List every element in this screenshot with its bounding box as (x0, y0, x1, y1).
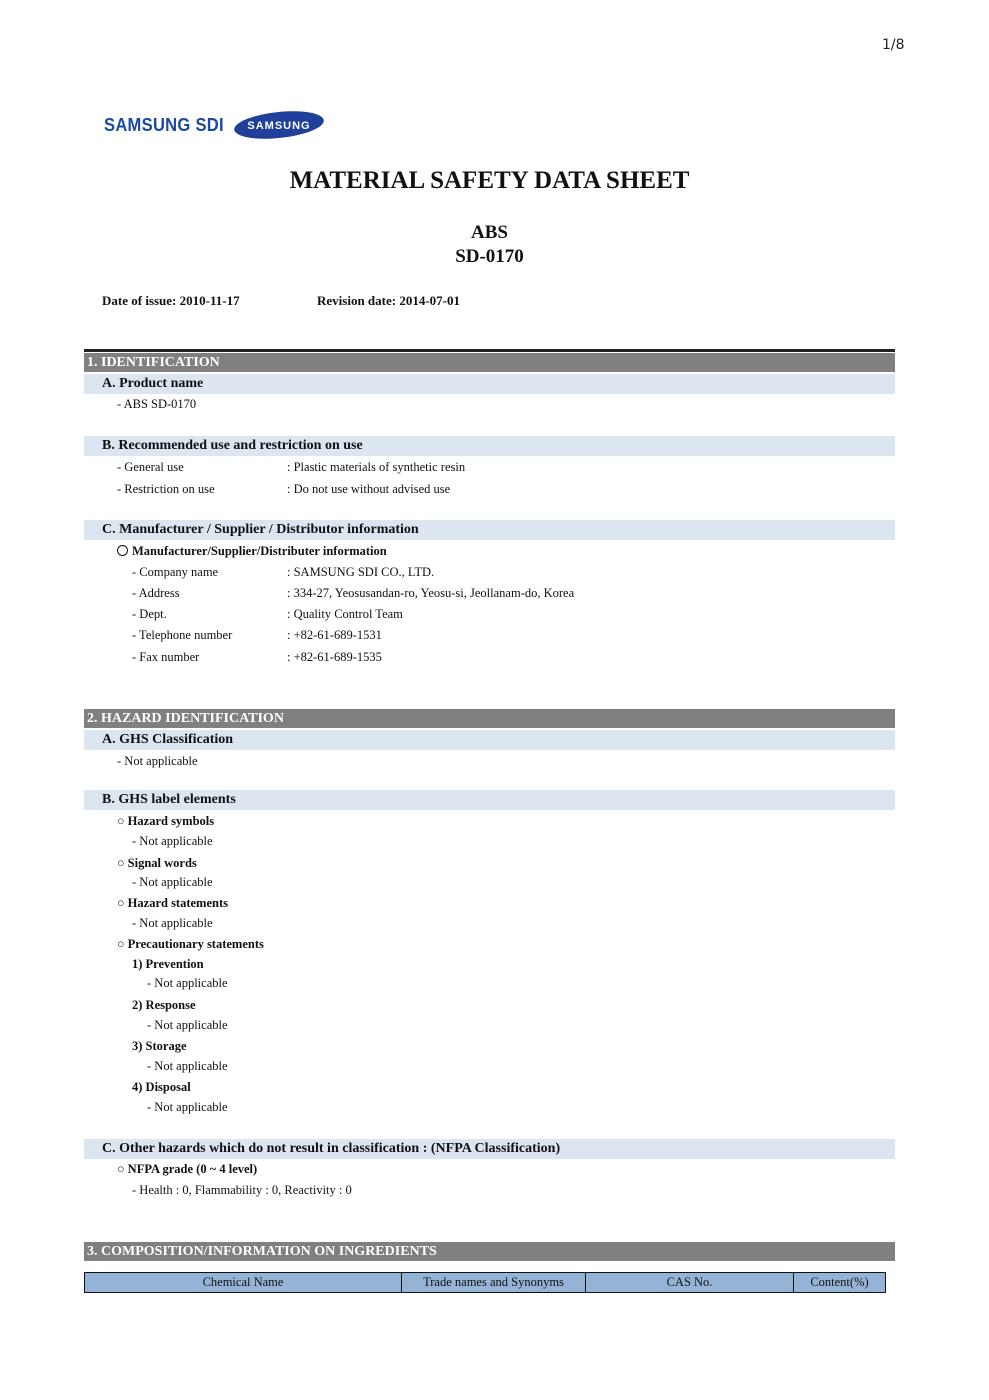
fax-label: - Fax number (132, 650, 200, 664)
nfpa-value: - Health : 0, Flammability : 0, Reactivity : 0 (132, 1183, 352, 1197)
product-code: SD-0170 (455, 246, 524, 267)
disposal-value: - Not applicable (147, 1100, 228, 1114)
prevention-heading: 1) Prevention (132, 957, 204, 971)
revision-date: Revision date: 2014-07-01 (317, 293, 460, 308)
date-of-issue: Date of issue: 2010-11-17 (102, 293, 240, 308)
section-2a-header: A. GHS Classification (84, 730, 895, 750)
address-value: : 334-27, Yeosusandan-ro, Yeosu-si, Jeollanam-do, Korea (287, 586, 575, 600)
telephone-label: - Telephone number (132, 628, 233, 642)
section-2c-header: C. Other hazards which do not result in classification : (NFPA Classification) (84, 1139, 895, 1159)
ghs-classification-value: - Not applicable (117, 754, 198, 768)
dept-value: : Quality Control Team (287, 607, 403, 621)
signal-words-heading: ○ Signal words (117, 856, 197, 870)
company-name-label: - Company name (132, 565, 219, 579)
svg-text:SAMSUNG: SAMSUNG (247, 120, 311, 132)
page-number: 1/8 (882, 37, 905, 53)
composition-table (84, 1272, 886, 1293)
document-title: MATERIAL SAFETY DATA SHEET (289, 167, 690, 194)
section-2-header: 2. HAZARD IDENTIFICATION (84, 709, 895, 728)
product-name: ABS (471, 222, 508, 243)
general-use-label: - General use (117, 460, 184, 474)
manufacturer-info-heading: Manufacturer/Supplier/Distributer information (117, 544, 387, 559)
storage-heading: 3) Storage (132, 1039, 187, 1053)
dept-label: - Dept. (132, 607, 167, 621)
hazard-symbols-heading: ○ Hazard symbols (117, 814, 215, 828)
section-3-header: 3. COMPOSITION/INFORMATION ON INGREDIENTS (84, 1242, 895, 1261)
section-2b-header: B. GHS label elements (84, 790, 895, 810)
section-1-header: 1. IDENTIFICATION (84, 353, 895, 372)
section-1c-header: C. Manufacturer / Supplier / Distributor information (84, 520, 895, 540)
column-header-trade-names: Trade names and Synonyms (402, 1273, 586, 1293)
column-header-chemical-name: Chemical Name (85, 1273, 402, 1293)
samsung-sdi-logo-text: SAMSUNG SDI (104, 115, 224, 135)
section-1b-header: B. Recommended use and restriction on use (84, 436, 895, 456)
disposal-heading: 4) Disposal (132, 1080, 191, 1094)
address-label: - Address (132, 586, 180, 600)
hazard-statements-heading: ○ Hazard statements (117, 896, 228, 910)
precautionary-heading: ○ Precautionary statements (117, 937, 264, 951)
signal-words-value: - Not applicable (132, 875, 213, 889)
hazard-symbols-value: - Not applicable (132, 834, 213, 848)
nfpa-grade-heading: ○ NFPA grade (0 ~ 4 level) (117, 1162, 258, 1176)
company-name-value: : SAMSUNG SDI CO., LTD. (287, 565, 435, 579)
general-use-value: : Plastic materials of synthetic resin (287, 460, 466, 474)
product-name-value: - ABS SD-0170 (117, 397, 197, 411)
response-value: - Not applicable (147, 1018, 228, 1032)
column-header-content: Content(%) (794, 1273, 886, 1293)
samsung-logo-icon (233, 110, 325, 140)
section-1a-header: A. Product name (84, 374, 895, 394)
restriction-value: : Do not use without advised use (287, 482, 451, 496)
fax-value: : +82-61-689-1535 (287, 650, 382, 664)
response-heading: 2) Response (132, 998, 196, 1012)
circle-bullet-icon (117, 545, 128, 556)
storage-value: - Not applicable (147, 1059, 228, 1073)
column-header-cas-no: CAS No. (586, 1273, 794, 1293)
hazard-statements-value: - Not applicable (132, 916, 213, 930)
divider (84, 349, 895, 352)
restriction-label: - Restriction on use (117, 482, 215, 496)
prevention-value: - Not applicable (147, 976, 228, 990)
telephone-value: : +82-61-689-1531 (287, 628, 382, 642)
table-header-row (85, 1273, 886, 1293)
